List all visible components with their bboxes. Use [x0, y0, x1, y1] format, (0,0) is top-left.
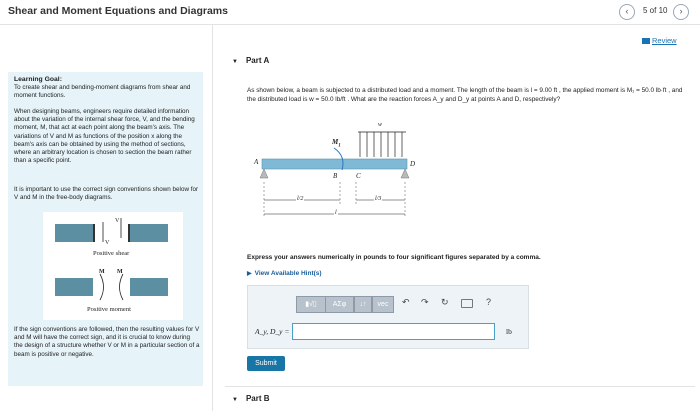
unit-label: lb [506, 327, 512, 336]
moment-left-block [55, 278, 93, 296]
part-b-header[interactable] [232, 394, 270, 403]
caret-down-icon: ▼ [232, 59, 238, 65]
view-hints-label: View Available Hint(s) [254, 270, 322, 277]
part-a-label: Part A [245, 56, 270, 65]
learning-goal-panel [8, 72, 203, 386]
shear-left-v-label: V [105, 240, 110, 246]
panel-divider [212, 24, 213, 411]
answer-instructions: Express your answers numerically in pounds to four significant figures separated by a comma. [247, 254, 541, 261]
previous-button[interactable]: ‹ [619, 4, 635, 20]
submit-button[interactable]: Submit [247, 356, 285, 371]
answer-input[interactable] [292, 323, 495, 340]
book-icon [642, 38, 650, 44]
moment-right-m-label: M [117, 269, 123, 275]
beam-diagram [250, 120, 420, 220]
next-button[interactable]: › [673, 4, 689, 20]
greek-button[interactable]: ΑΣφ [325, 296, 354, 313]
review-link[interactable] [642, 36, 677, 45]
undo-icon[interactable]: ↶ [402, 297, 410, 307]
answer-label: A_y, D_y = [255, 327, 290, 336]
positive-moment-caption: Positive moment [87, 306, 131, 313]
intro-paragraph: When designing beams, engineers require detailed information about the variation of the internal shear force, V, and the bending moment, M, that act at each point along the beam's axis. The variations of V and M as functions of the position x along the beam's axis can be obtained by using the method of sections, where an arbitrary location is chosen to section the beam rather than a specific point. [14, 108, 195, 165]
load-arrows [360, 132, 402, 157]
shear-left-block [55, 224, 93, 242]
label-m1: $M_1$ [332, 138, 341, 149]
label-l: l [335, 210, 337, 216]
learning-goal-text: To create shear and bending-moment diagrams from shear and moment functions. [14, 84, 191, 100]
moment-right-arrow [120, 274, 124, 300]
shear-right-cut [128, 224, 130, 242]
label-b: B [333, 172, 338, 180]
learning-goal-heading: Learning Goal: [14, 76, 62, 83]
caret-right-icon: ▶ [247, 271, 252, 277]
question-text: As shown below, a beam is subjected to a distributed load and a moment. The length of the beam is l = 9.00 ft , the applied moment is M₁ = 50.0 lb·ft , and the distributed load is w = 50.0 lb/ft . What are the reaction forces A_y and D_y at points A and D, respectively? [247, 87, 683, 103]
moment-left-arrow [100, 274, 104, 300]
sign-convention-figure [43, 212, 183, 320]
beam-drawing [250, 120, 420, 220]
top-bar [0, 0, 700, 25]
sign-convention-drawing [43, 212, 183, 320]
part-separator [225, 386, 695, 387]
caret-down-icon: ▼ [232, 397, 238, 403]
reset-icon[interactable]: ↻ [441, 297, 449, 307]
part-a-header[interactable] [232, 56, 269, 65]
answer-box [247, 285, 529, 349]
moment-right-block [130, 278, 168, 296]
label-d: D [410, 160, 416, 168]
shear-right-block [130, 224, 168, 242]
support-a [260, 169, 268, 178]
redo-icon[interactable]: ↷ [421, 297, 429, 307]
label-a: A [254, 158, 259, 166]
moment-left-m-label: M [99, 269, 105, 275]
vec-button[interactable]: vec [372, 296, 394, 313]
label-c: C [356, 172, 361, 180]
templates-button[interactable]: ▮√▯ [296, 296, 326, 313]
review-label: Review [652, 36, 677, 45]
keyboard-icon[interactable] [461, 299, 473, 308]
label-l2: l/2 [297, 196, 304, 202]
shear-right-v-label: V [115, 218, 120, 224]
page-counter: 5 of 10 [643, 6, 668, 15]
arrows-button[interactable]: ↓↑ [354, 296, 372, 313]
label-w: w [378, 122, 383, 128]
label-l3: l/3 [375, 196, 382, 202]
shear-left-cut [93, 224, 95, 242]
sign-convention-paragraph: It is important to use the correct sign conventions shown below for V and M in the free-body diagrams. [14, 186, 199, 202]
view-hints-link[interactable] [247, 270, 322, 277]
help-button[interactable]: ? [486, 297, 492, 307]
learning-goal [14, 76, 200, 101]
positive-shear-caption: Positive shear [93, 250, 130, 257]
beam [262, 159, 407, 169]
support-d [401, 169, 409, 178]
part-b-label: Part B [245, 394, 270, 403]
sign-importance-paragraph: If the sign conventions are followed, then the resulting values for V and M will have the correct sign, and it is crucial to know during the design of a structure whether V or M in a particular section of a beam is positive or negative. [14, 326, 200, 358]
page-title: Shear and Moment Equations and Diagrams [8, 5, 228, 17]
